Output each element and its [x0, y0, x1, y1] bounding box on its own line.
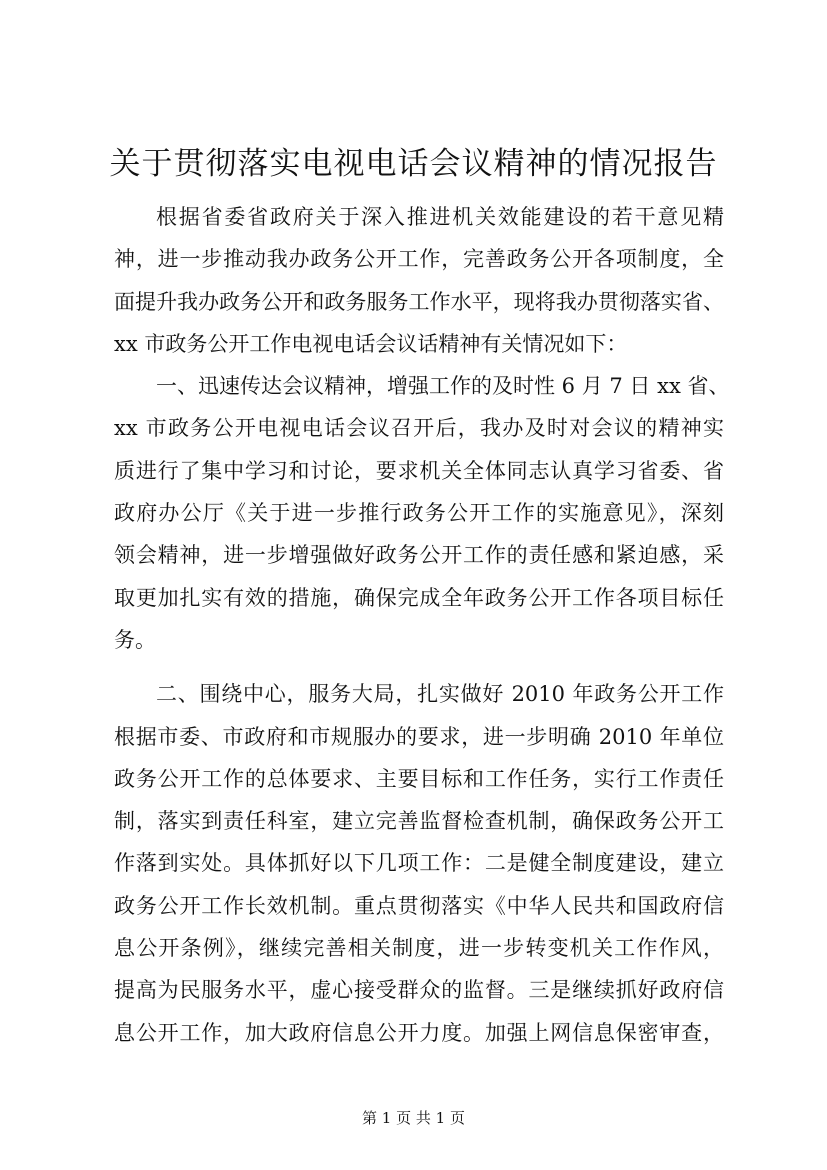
paragraph-1-line-3: 面提升我办政务公开和政务服务工作水平，现将我办贯彻落实省、 [114, 289, 724, 314]
paragraph-2-line-1: 一、迅速传达会议精神，增强工作的及时性 6 月 7 日 xx 省、 [156, 374, 730, 399]
paragraph-3-line-2: 根据市委、市政府和市规服办的要求，进一步明确 2010 年单位 [114, 724, 724, 749]
paragraph-2-line-2: xx 市政务公开电视电话会议召开后，我办及时对会议的精神实 [114, 416, 724, 441]
paragraph-2-line-3: 质进行了集中学习和讨论，要求机关全体同志认真学习省委、省 [114, 458, 724, 483]
paragraph-3-line-3: 政务公开工作的总体要求、主要目标和工作任务，实行工作责任 [114, 766, 724, 791]
document-title: 关于贯彻落实电视电话会议精神的情况报告 [109, 146, 718, 182]
paragraph-1-line-1: 根据省委省政府关于深入推进机关效能建设的若干意见精 [156, 205, 724, 229]
paragraph-3-line-7: 息公开条例》，继续完善相关制度，进一步转变机关工作作风， [114, 936, 724, 961]
paragraph-3-line-1: 二、围绕中心，服务大局，扎实做好 2010 年政务公开工作 [156, 682, 724, 707]
paragraph-1-line-2: 神，进一步推动我办政务公开工作，完善政务公开各项制度，全 [114, 247, 724, 272]
paragraph-2-line-5: 领会精神，进一步增强做好政务公开工作的责任感和紧迫感，采 [114, 543, 724, 568]
paragraph-1-line-4: xx 市政务公开工作电视电话会议话精神有关情况如下： [114, 331, 628, 356]
paragraph-3-line-8: 提高为民服务水平，虚心接受群众的监督。三是继续抓好政府信 [114, 978, 724, 1003]
document-body [114, 196, 730, 1054]
paragraph-3-line-4: 制，落实到责任科室，建立完善监督检查机制，确保政务公开工 [114, 809, 724, 834]
paragraph-2-line-7: 务。 [114, 627, 156, 652]
paragraph-3-line-6: 政务公开工作长效机制。重点贯彻落实《中华人民共和国政府信 [114, 893, 724, 918]
paragraph-gap [114, 661, 724, 673]
paragraph-3-line-5: 作落到实处。具体抓好以下几项工作：二是健全制度建设，建立 [114, 851, 724, 876]
paragraph-2-line-6: 取更加扎实有效的措施，确保完成全年政务公开工作各项目标任 [114, 585, 724, 610]
paragraph-2-line-4: 政府办公厅《关于进一步推行政务公开工作的实施意见》，深刻 [114, 501, 724, 526]
page-footer: 第 1 页 共 1 页 [362, 1109, 465, 1127]
paragraph-3-line-9: 息公开工作，加大政府信息公开力度。加强上网信息保密审查， [114, 1020, 724, 1045]
